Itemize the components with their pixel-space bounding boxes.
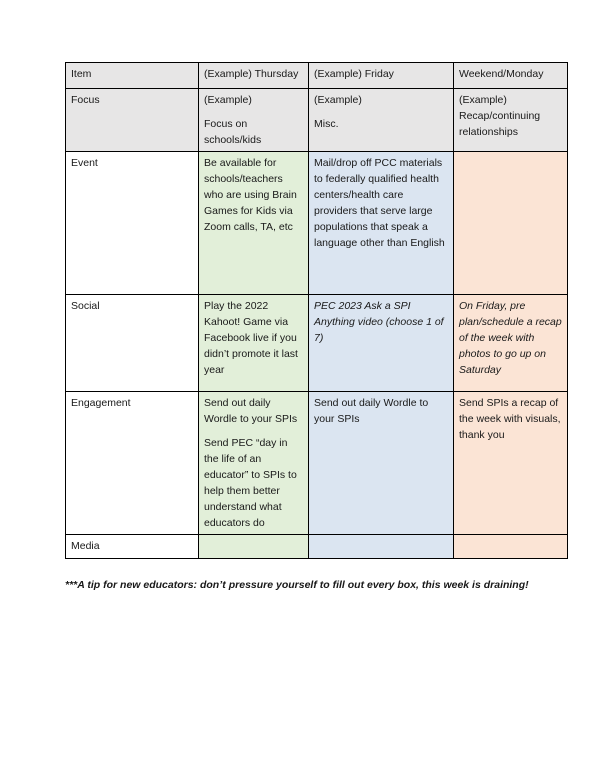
cell-paragraph: Play the 2022 Kahoot! Game via Facebook live if you didn’t promote it last year — [204, 300, 298, 376]
cell-paragraph: Mail/drop off PCC materials to federally qualified health centers/health care providers that serve large populations that speak a language other than English — [314, 157, 445, 249]
social-friday-cell — [309, 295, 454, 392]
event-thursday-cell — [199, 152, 309, 295]
weekly-plan-table — [65, 62, 568, 559]
weekly-plan-document — [65, 62, 567, 593]
focus-friday-cell — [309, 89, 454, 152]
cell-paragraph: (Example) — [314, 94, 362, 106]
cell-paragraph: Focus on schools/kids — [204, 118, 262, 146]
row-label-social: Social — [66, 295, 199, 392]
engagement-thursday-cell — [199, 392, 309, 535]
table-row-focus — [66, 89, 568, 152]
cell-paragraph: Misc. — [314, 118, 339, 130]
cell-paragraph: Send out daily Wordle to your SPIs — [204, 397, 298, 425]
cell-paragraph: Send PEC “day in the life of an educator” to SPIs to help them better understand what educators do — [204, 437, 297, 529]
cell-paragraph: Be available for schools/teachers who are using Brain Games for Kids via Zoom calls, TA, etc — [204, 157, 297, 233]
cell-paragraph: Send SPIs a recap of the week with visuals, thank you — [459, 397, 561, 441]
column-header-weekend: Weekend/Monday — [454, 63, 568, 89]
column-header-item: Item — [66, 63, 199, 89]
table-row-engagement — [66, 392, 568, 535]
media-weekend-cell — [454, 535, 568, 559]
focus-weekend-cell — [454, 89, 568, 152]
row-label-focus: Focus — [66, 89, 199, 152]
column-header-thursday: (Example) Thursday — [199, 63, 309, 89]
cell-paragraph: On Friday, pre plan/schedule a recap of the week with photos to go up on Saturday — [459, 300, 562, 376]
focus-thursday-cell — [199, 89, 309, 152]
footer-note: ***A tip for new educators: don’t pressure yourself to fill out every box, this week is draining! — [65, 579, 529, 591]
cell-paragraph: (Example) Recap/continuing relationships — [459, 94, 541, 138]
engagement-weekend-cell — [454, 392, 568, 535]
table-row-media — [66, 535, 568, 559]
engagement-friday-cell — [309, 392, 454, 535]
cell-paragraph: PEC 2023 Ask a SPI Anything video (choose 1 of 7) — [314, 300, 444, 344]
media-friday-cell — [309, 535, 454, 559]
row-label-media: Media — [66, 535, 199, 559]
social-weekend-cell — [454, 295, 568, 392]
social-thursday-cell — [199, 295, 309, 392]
table-header-row — [66, 63, 568, 89]
media-thursday-cell — [199, 535, 309, 559]
cell-paragraph: (Example) — [204, 94, 252, 106]
row-label-engagement: Engagement — [66, 392, 199, 535]
table-row-social — [66, 295, 568, 392]
event-weekend-cell — [454, 152, 568, 295]
table-row-event — [66, 152, 568, 295]
cell-paragraph: Send out daily Wordle to your SPIs — [314, 397, 429, 425]
column-header-friday: (Example) Friday — [309, 63, 454, 89]
event-friday-cell — [309, 152, 454, 295]
row-label-event: Event — [66, 152, 199, 295]
